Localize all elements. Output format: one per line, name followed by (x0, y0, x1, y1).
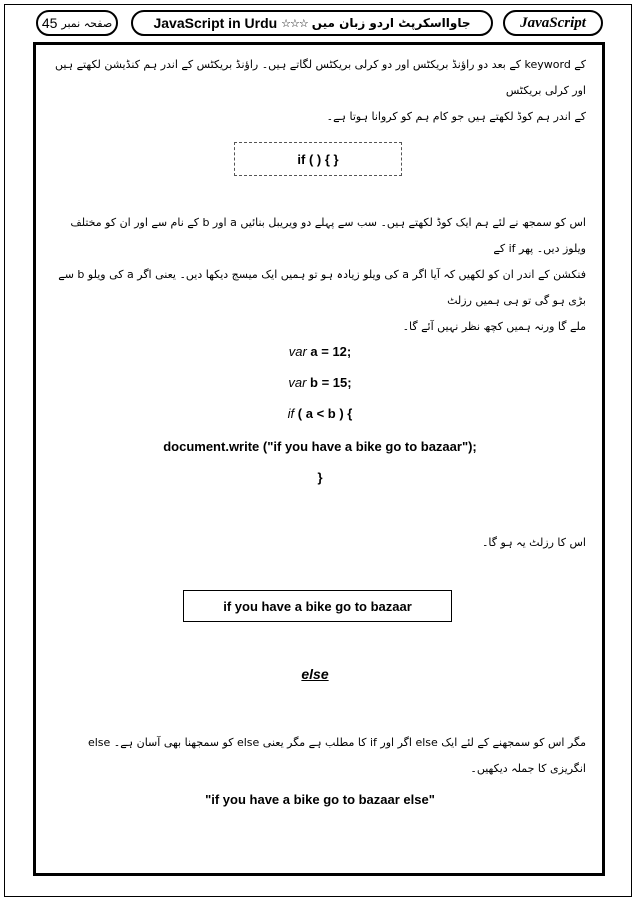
paragraph-line: اس کو سمجھ نے لئے ہم ایک کوڈ لکھتے ہیں۔ سب سے پہلے دو ویریبل بنائیں a اور b کے نام سے اور ان کو مختلف ویلوز دیں۔ پھر if کے (70, 216, 586, 255)
result-output-box: if you have a bike go to bazaar (183, 590, 452, 622)
code-text: b = 15; (306, 375, 352, 390)
paragraph-intro (52, 52, 586, 130)
javascript-logo: JavaScript (520, 14, 586, 31)
code-line-4: document.write ("if you have a bike go to bazaar"); (163, 439, 477, 454)
code-line-1 (40, 344, 600, 359)
star-icons: ☆☆☆ (281, 16, 308, 30)
paragraph-explanation (52, 210, 586, 340)
code-keyword: var (288, 344, 307, 359)
paragraph-line: کے keyword کے بعد دو راؤنڈ بریکٹس اور دو کرلی بریکٹس لگاتے ہیں۔ راؤنڈ بریکٹس کے اندر ہم کنڈیشن لکھتے ہیں اور کرلی بریکٹس (54, 58, 586, 97)
page-number-label: صفحہ نمبر (61, 16, 113, 30)
code-line-3 (40, 406, 600, 421)
paragraph-line: کے اندر ہم کوڈ لکھتے ہیں جو کام ہم کو کروانا ہوتا ہے۔ (326, 110, 586, 123)
else-example-sentence: "if you have a bike go to bazaar else" (205, 792, 435, 807)
code-line-2 (40, 375, 600, 390)
page-number: 45 (41, 15, 58, 31)
page-number-badge (36, 10, 118, 36)
code-keyword: if (287, 406, 295, 421)
else-heading: else (301, 666, 329, 682)
code-keyword: var (288, 375, 307, 390)
code-text: ( a < b ) { (294, 406, 353, 421)
paragraph-line: ملے گا ورنہ ہمیں کچھ نظر نہیں آئے گا۔ (402, 320, 586, 333)
header-title-banner (131, 10, 493, 36)
paragraph-line: فنکشن کے اندر ان کو لکھیں کہ آیا اگر a کی ویلو زیادہ ہو تو ہمیں ایک میسج دیکھا دیں۔ یعنی اگر a کی ویلو b سے بڑی ہو گی تو ہی ہمیں رزلٹ (58, 268, 586, 307)
header-title-urdu: جاوااسکرپٹ اردو زبان میں (311, 16, 471, 30)
if-syntax-box: if ( ) { } (234, 142, 402, 176)
paragraph-else-explanation: else کو سمجھنا بھی آسان ہے۔ else کا مطلب ہے مگر یعنی if اگر اور else مگر اس کو سمجھنے کے لئے ایک انگریزی کا جملہ دیکھیں۔ (87, 736, 586, 775)
code-text: a = 12; (306, 344, 352, 359)
paragraph-result-intro: اس کا رزلٹ یہ ہو گا۔ (481, 536, 586, 549)
javascript-logo-badge (503, 10, 603, 36)
header-title-english: JavaScript in Urdu (153, 15, 278, 31)
code-line-5: } (317, 470, 323, 485)
